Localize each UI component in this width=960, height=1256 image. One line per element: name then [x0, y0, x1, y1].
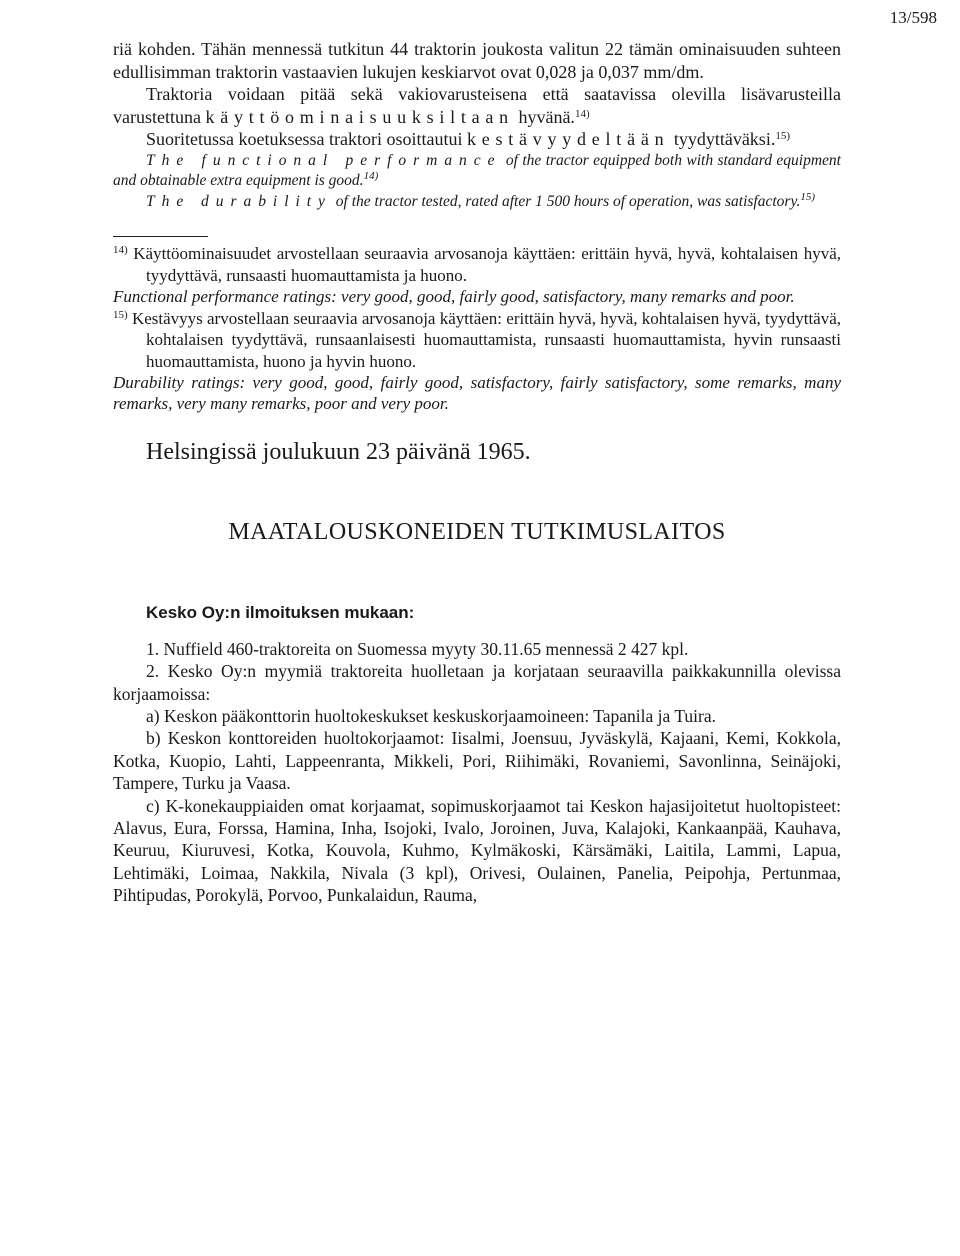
list-item: a) Keskon pääkonttorin huoltokeskukset keskuskorjaamoineen: Tapanila ja Tuira. — [146, 705, 717, 726]
footnote-en: Durability ratings: very good, good, fairly good, satisfactory, fairly satisfactory, some remarks, many remarks, very many remarks, poor and very poor. — [113, 372, 841, 414]
page-body — [113, 38, 841, 907]
footnote-ref: 14) — [363, 170, 379, 183]
footnote-ref: 15) — [775, 130, 790, 143]
paragraph — [113, 128, 841, 151]
footnote-fi: $^{15)}$ Kestävyys arvostellaan seuraavia arvosanoja käyttäen: erittäin hyvä, hyvä, kohtalaisen hyvä, tyydyttävä, kohtalaisen tyydyttävä, runsaanlaisesti huomauttamista, runsaasti huomauttamista, hyvin runsaasti huomauttamista, huono ja hyvin huono. — [113, 308, 842, 371]
text-run: Suoritetussa koetuksessa traktori osoittautui — [146, 129, 467, 150]
text-run: tyydyttäväksi. — [669, 129, 776, 150]
english-summary — [113, 192, 841, 213]
footnote-fi: $^{14)}$ Käyttöominaisuudet arvostellaan seuraavia arvosanoja käyttäen: erittäin hyvä, hyvä, kohtalaisen hyvä, tyydyttävä, runsaasti huomauttamista ja huono. — [113, 244, 841, 285]
english-summary — [113, 151, 841, 192]
list-item: 2. Kesko Oy:n myymiä traktoreita huolletaan ja korjataan seuraavilla paikkakunnilla olevissa korjaamoissa: — [113, 661, 841, 704]
text-run: Traktoria voidaan pitää sekä vakiovarusteisena että saatavissa olevilla lisävarusteilla varustettuna — [113, 84, 841, 127]
spaced-text: The functional performance — [146, 151, 502, 169]
footnote-ref: 15) — [800, 190, 816, 203]
date-line: Helsingissä joulukuun 23 päivänä 1965. — [146, 438, 531, 465]
list-item: c) K-konekauppiaiden omat korjaamat, sopimuskorjaamot tai Keskon hajasijoitetut huoltopisteet: Alavus, Eura, Forssa, Hamina, Inha, Isojoki, Ivalo, Joroinen, Juva, Kalajoki, Kankaanpää, Kauhava, Keuruu, Kiuruvesi, Kotka, Kouvola, Kuhmo, Kylmäkoski, Kärsämäki, Laitila, Lammi, Lapua, Lehtimäki, Loimaa, Nakkila, Nivala (3 kpl), Orivesi, Oulainen, Panelia, Peipohja, Pertunmaa, Pihtipudas, Porokylä, Porvoo, Punkalaidun, Rauma, — [113, 795, 841, 906]
list-item: b) Keskon konttoreiden huoltokorjaamot: Iisalmi, Joensuu, Jyväskylä, Kajaani, Kemi, Kokkola, Kotka, Kuopio, Lahti, Lappeenranta, Mikkeli, Pori, Riihimäki, Rovaniemi, Savonlinna, Seinäjoki, Tampere, Turku ja Vaasa. — [113, 728, 841, 794]
institute-name: MAATALOUSKONEIDEN TUTKIMUSLAITOS — [228, 518, 726, 545]
text-run: hyvänä. — [513, 106, 575, 127]
kesko-heading: Kesko Oy:n ilmoituksen mukaan: — [146, 602, 415, 622]
list-item: 1. Nuffield 460-traktoreita on Suomessa myyty 30.11.65 mennessä 2 427 kpl. — [146, 638, 689, 659]
paragraph — [113, 83, 841, 128]
footnote-rule — [113, 236, 208, 237]
footnote-en: Functional performance ratings: very good, good, fairly good, satisfactory, many remarks and poor. — [113, 287, 795, 307]
text-run: of the tractor tested, rated after 1 500 hours of operation, was satisfactory. — [331, 192, 801, 210]
footnotes — [113, 243, 841, 414]
spaced-text: The durability — [146, 192, 332, 210]
paragraph — [113, 38, 841, 83]
text-run: riä kohden. Tähän mennessä tutkitun 44 traktorin joukosta valitun 22 tämän ominaisuuden suhteen edullisimman traktorin vastaavien lukujen keskiarvot ovat 0,028 ja 0,037 mm/dm. — [113, 39, 841, 82]
page-number: 13/598 — [889, 8, 937, 27]
kesko-list — [113, 638, 841, 907]
footnote-ref: 14) — [574, 107, 590, 120]
text-run: of the tractor equipped both with standard equipment and obtainable extra equipment is good. — [113, 151, 841, 190]
spaced-text: käyttöominaisuuksiltaan — [205, 106, 514, 127]
spaced-text: kestävyydeltään — [466, 129, 670, 150]
